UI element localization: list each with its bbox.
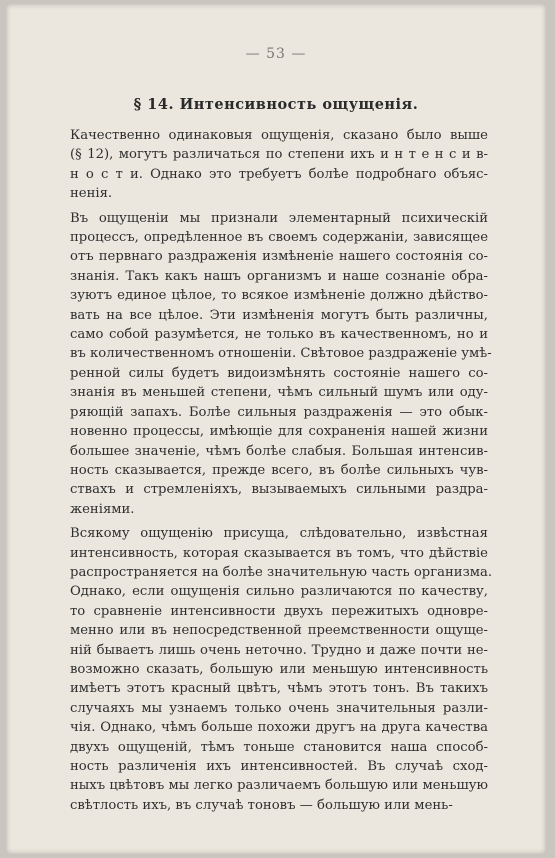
book-page	[6, 4, 546, 854]
page-number: — 53 —	[245, 46, 307, 62]
text-line: ность различенія ихъ интенсивностей. Въ случаѣ сход-	[70, 759, 488, 774]
text-line: ренной силы будетъ видоизмѣнять состояніе нашего со-	[70, 365, 488, 381]
text-line: имѣетъ этотъ красный цвѣтъ, чѣмъ этотъ тонъ. Въ такихъ	[70, 681, 488, 697]
text-line: (§ 12), могутъ различаться по степени ихъ и н т е н с и в-	[70, 147, 488, 163]
text-line: случаяхъ мы узнаемъ только очень значительныя разли-	[70, 700, 488, 716]
text-line: ность сказывается, прежде всего, въ болѣе сильныхъ чув-	[70, 462, 488, 478]
text-line: ствахъ и стремленіяхъ, вызываемыхъ сильными раздра-	[70, 482, 488, 498]
paragraph	[70, 524, 493, 815]
body-text	[70, 126, 493, 820]
text-line: то сравненіе интенсивности двухъ пережитыхъ одновре-	[70, 603, 488, 619]
text-line: Однако, если ощущенія сильно различаются по качеству,	[70, 584, 488, 600]
section-heading: § 14. Интенсивность ощущенія.	[133, 96, 419, 113]
text-line: знанія. Такъ какъ нашъ организмъ и наше сознаніе обра-	[70, 268, 488, 284]
text-line: двухъ ощущеній, тѣмъ тоньше становится наша способ-	[70, 739, 488, 755]
text-line: распространяется на болѣе значительную часть организма.	[70, 564, 493, 580]
paragraph	[70, 126, 488, 204]
text-line: возможно сказать, большую или меньшую интенсивность	[70, 661, 488, 677]
text-line: ныхъ цвѣтовъ мы легко различаемъ большую или меньшую	[70, 778, 488, 794]
text-line: знанія въ меньшей степени, чѣмъ сильный шумъ или оду-	[70, 385, 488, 401]
text-line: ряющій запахъ. Болѣе сильныя раздраженія — это обык-	[70, 404, 488, 420]
text-line: ній бываетъ лишь очень неточно. Трудно и даже почти не-	[70, 642, 488, 658]
text-line: свѣтлость ихъ, въ случаѣ тоновъ — большую или мень-	[70, 797, 453, 813]
text-line: большее значеніе, чѣмъ болѣе слабыя. Большая интенсив-	[70, 443, 488, 459]
text-line: интенсивность, которая сказывается въ томъ, что дѣйствіе	[70, 545, 488, 561]
text-line: ненія.	[70, 186, 113, 202]
text-line: вать на все цѣлое. Эти измѣненія могутъ быть различны,	[70, 307, 488, 323]
text-line: Всякому ощущенію присуща, слѣдовательно, извѣстная	[70, 526, 488, 542]
text-line: новенно процессы, имѣющіе для сохраненія нашей жизни	[70, 424, 488, 440]
text-line: отъ первнаго раздраженія измѣненіе нашего состоянія со-	[70, 249, 488, 265]
text-line: менно или въ непосредственной преемственности ощуще-	[70, 623, 488, 639]
paragraph	[70, 209, 492, 520]
text-line: зуютъ единое цѣлое, то всякое измѣненіе должно дѣйство-	[70, 288, 488, 304]
text-line: Въ ощущеніи мы признали элементарный психическій	[70, 210, 488, 226]
text-line: чія. Однако, чѣмъ больше похожи другъ на друга качества	[70, 720, 488, 736]
text-line: женіями.	[70, 501, 135, 517]
text-line: само собой разумѣется, не только въ качественномъ, но и	[70, 327, 488, 343]
text-line: Качественно одинаковыя ощущенія, сказано было выше	[70, 128, 488, 143]
text-line: процессъ, опредѣленное въ своемъ содержаніи, зависящее	[70, 230, 488, 246]
text-line: въ количественномъ отношеніи. Свѣтовое раздраженіе умѣ-	[70, 346, 492, 362]
text-line: н о с т и. Однако это требуетъ болѣе подробнаго объяс-	[70, 166, 488, 182]
